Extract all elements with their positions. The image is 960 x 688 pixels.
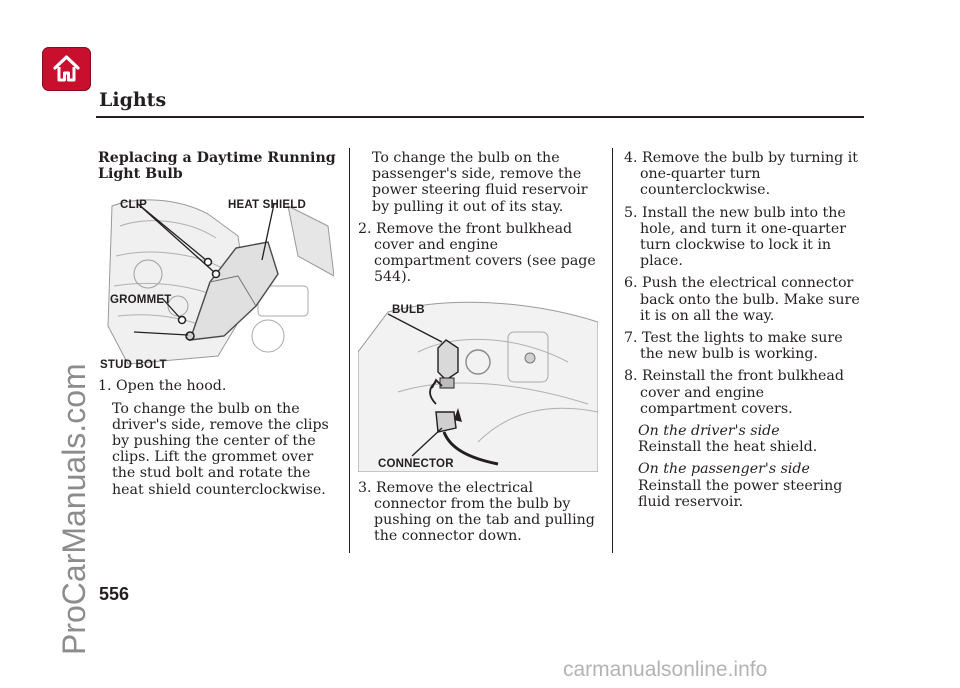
procedure-heading: Replacing a Daytime Running Light Bulb [98, 150, 336, 183]
grommet-label: GROMMET [110, 294, 172, 307]
driver-side-heading: On the driver's side [638, 423, 780, 440]
driver-side-text: Reinstall the heat shield. [638, 439, 818, 456]
step-5: 5. Install the new bulb into the hole, and turn it one-quarter turn clockwise to lock it in place. [624, 204, 847, 270]
side-watermark: ProCarManuals.com [56, 363, 92, 655]
title-rule [96, 116, 864, 118]
passenger-side-text: Reinstall the power steering fluid reservoir. [638, 477, 843, 510]
step-4: 4. Remove the bulb by turning it one-quarter turn counterclockwise. [624, 150, 859, 199]
step-1-detail: To change the bulb on the driver's side, remove the clips by pushing the center of the clips. Lift the grommet over the stud bolt and rotate the heat shield counterclockwise. [112, 400, 329, 498]
engine-bay-illustration [98, 186, 334, 370]
column-1 [98, 150, 338, 504]
bulb-connector-figure [358, 292, 598, 472]
column-divider-2 [612, 148, 613, 553]
page-number: 556 [99, 584, 130, 604]
connector-label: CONNECTOR [378, 457, 454, 470]
stud-bolt-label: STUD BOLT [100, 359, 167, 371]
home-button[interactable] [42, 47, 91, 91]
bottom-watermark: carmanualsonline.info [563, 658, 768, 681]
passenger-side-heading: On the passenger's side [638, 461, 810, 478]
section-title[interactable]: Lights [99, 89, 167, 111]
passenger-side-intro: To change the bulb on the passenger's side, remove the power steering fluid reservoir by pulling it out of its stay. [372, 150, 588, 215]
heat-shield-label: HEAT SHIELD [228, 199, 307, 212]
clip-label: CLIP [120, 199, 147, 212]
step-1: 1. Open the hood. [98, 378, 227, 395]
step-3: 3. Remove the electrical connector from the bulb by pushing on the tab and pulling the connector down. [358, 479, 595, 545]
home-icon [51, 53, 82, 84]
column-2 [358, 150, 598, 550]
column-3 [624, 150, 864, 516]
column-divider-1 [349, 148, 350, 553]
headlight-assembly-illustration [358, 292, 598, 472]
heat-shield-figure [98, 186, 334, 370]
step-2: 2. Remove the front bulkhead cover and engine compartment covers (see page 544). [358, 220, 596, 286]
bulb-label: BULB [392, 303, 425, 316]
step-7: 7. Test the lights to make sure the new bulb is working. [624, 330, 843, 363]
step-6: 6. Push the electrical connector back onto the bulb. Make sure it is on all the way. [624, 275, 860, 324]
step-8: 8. Reinstall the front bulkhead cover and engine compartment covers. [624, 368, 844, 417]
